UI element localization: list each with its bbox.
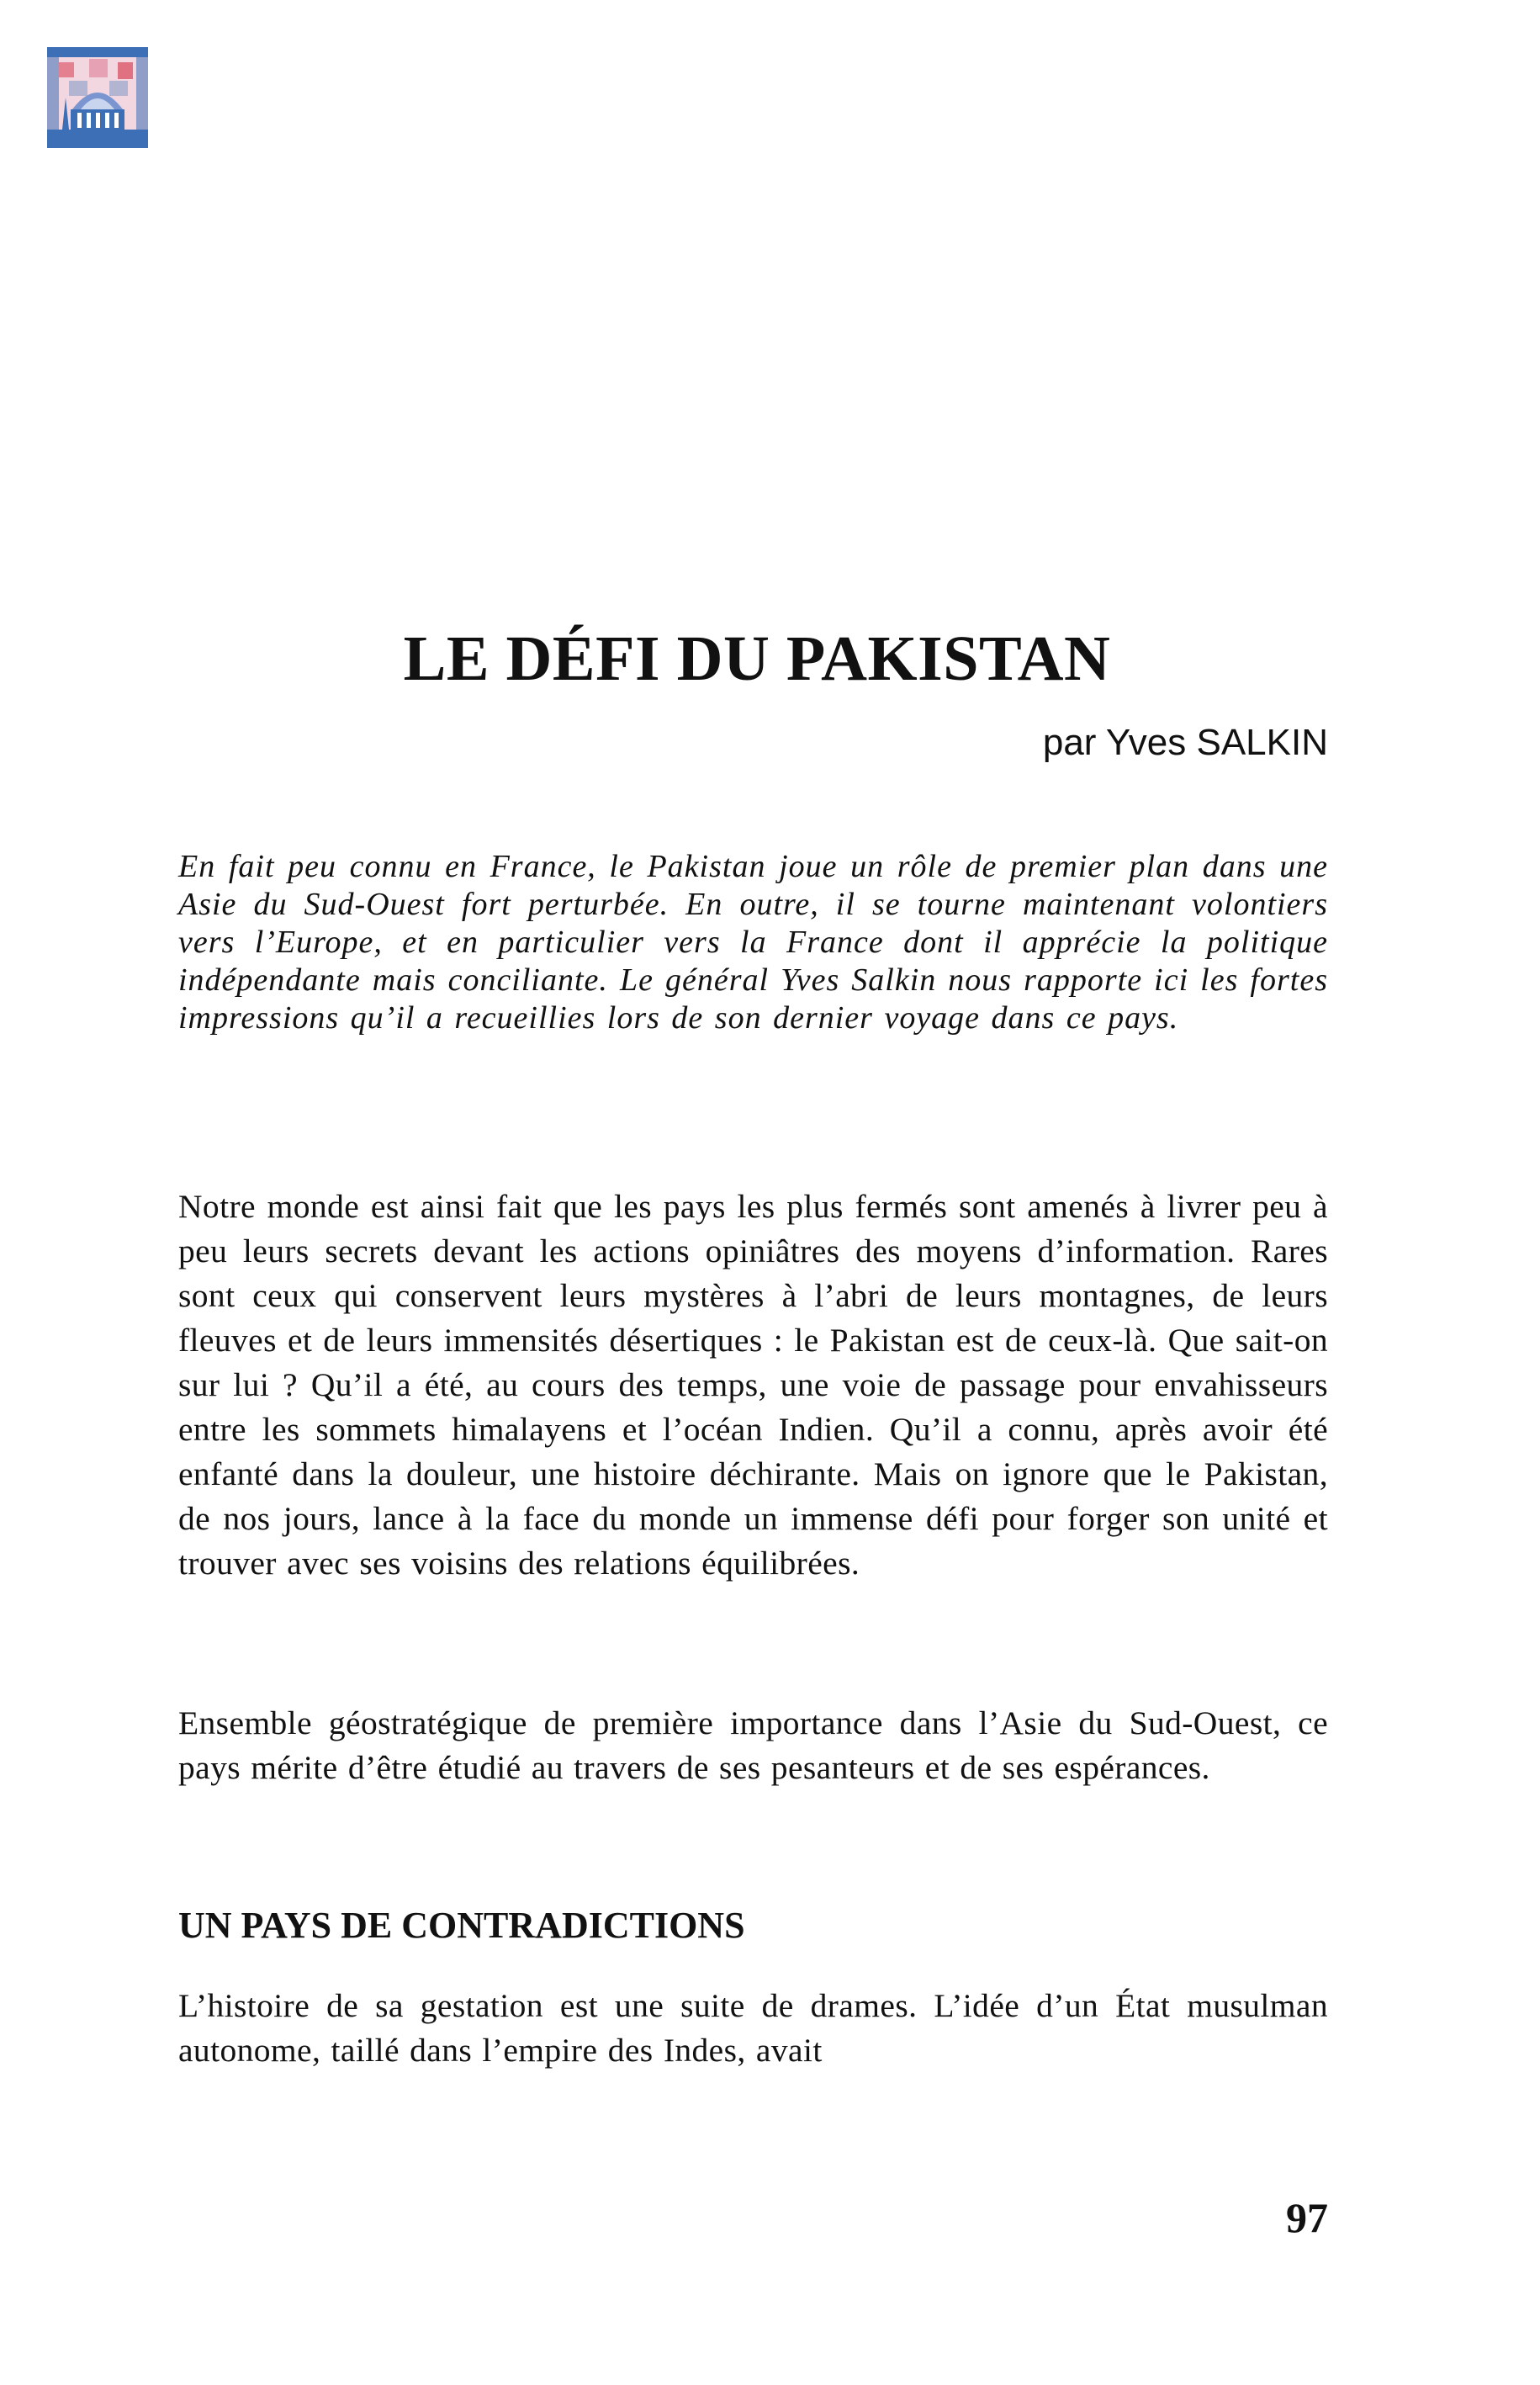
section-heading: UN PAYS DE CONTRADICTIONS [178, 1905, 745, 1946]
body-paragraph: Ensemble géostratégique de première importance dans l’Asie du Sud-Ouest, ce pays mérite d’être étudié au travers de ses pesanteurs et de ses espérances. [178, 1704, 1328, 1786]
section-paragraph: L’histoire de sa gestation est une suite de drames. L’idée d’un État musulman autonome, taillé dans l’empire des Indes, avait [178, 1987, 1328, 2069]
article-title: LE DÉFI DU PAKISTAN [403, 623, 1111, 694]
article-intro: En fait peu connu en France, le Pakistan joue un rôle de premier plan dans une Asie du Sud-Ouest fort perturbée. En outre, il se tourne maintenant volontiers vers l’Europe, et en particulier vers la France dont il apprécie la politique indépendante mais conciliante. Le général Yves Salkin nous rapporte ici les fortes impressions qu’il a recueillies lors de son dernier voyage dans ce pays. [178, 849, 1328, 1036]
page-number: 97 [1286, 2194, 1328, 2241]
publisher-logo [47, 47, 148, 148]
body-paragraph: Notre monde est ainsi fait que les pays les plus fermés sont amenés à livrer peu à peu leurs secrets devant les actions opiniâtres des moyens d’information. Rares sont ceux qui conservent leurs mystères à l’abri de leurs montagnes, de leurs fleuves et de leurs immensités désertiques : le Pakistan est de ceux-là. Que sait-on sur lui ? Qu’il a été, au cours des temps, une voie de passage pour envahisseurs entre les sommets himalayens et l’océan Indien. Qu’il a connu, après avoir été enfanté dans la douleur, une histoire déchirante. Mais on ignore que le Pakistan, de nos jours, lance à la face du monde un immense défi pour forger son unité et trouver avec ses voisins des relations équilibrées. [178, 1188, 1328, 1582]
institution-dome-logo-icon [47, 47, 148, 148]
article-author: par Yves SALKIN [1042, 722, 1328, 763]
